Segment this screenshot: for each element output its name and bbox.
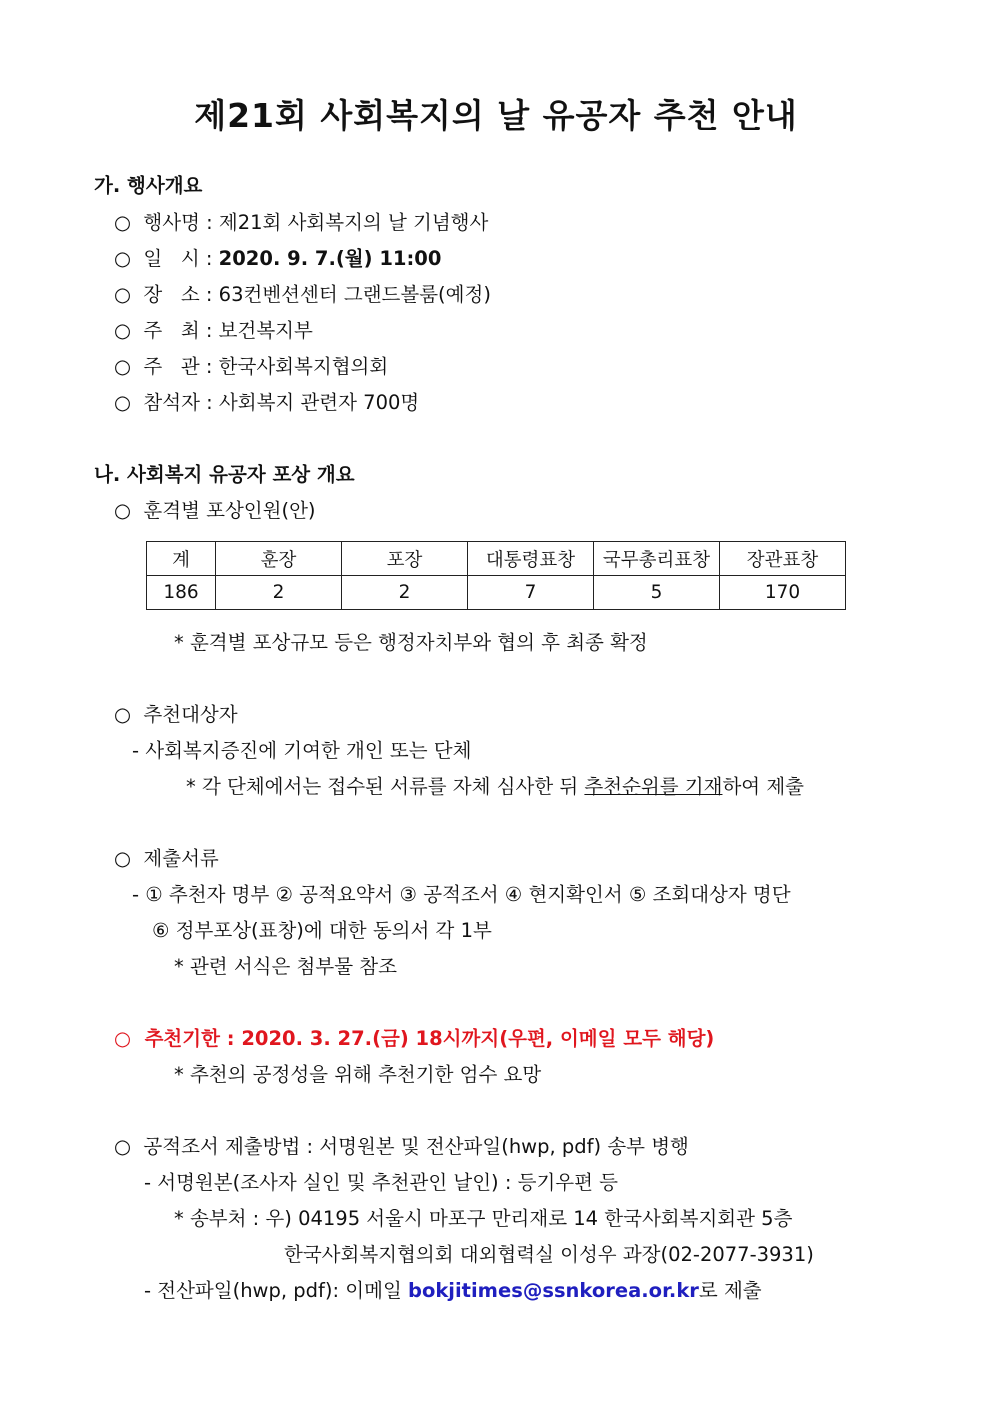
bullet: ○ bbox=[114, 391, 132, 414]
deadline-row bbox=[114, 1026, 714, 1052]
event-attendees-value: 사회복지 관련자 700명 bbox=[218, 391, 420, 414]
table-row bbox=[147, 576, 846, 610]
bullet: ○ bbox=[114, 703, 132, 726]
submission-original-line: - 서명원본(조사자 실인 및 추천관인 날인) : 등기우편 등 bbox=[144, 1171, 618, 1194]
documents-label: 제출서류 bbox=[143, 847, 219, 870]
section-b-heading: 나. 사회복지 유공자 포상 개요 bbox=[94, 463, 355, 486]
award-table bbox=[146, 541, 846, 610]
event-organizer-value: 한국사회복지협의회 bbox=[218, 355, 389, 378]
documents-list-line-2: ⑥ 정부포상(표창)에 대한 동의서 각 1부 bbox=[152, 919, 492, 942]
event-attendees-row bbox=[114, 390, 419, 416]
note-underlined-text: 추천순위를 기재 bbox=[584, 775, 723, 798]
table-header-cell: 계 bbox=[147, 542, 216, 576]
table-cell: 5 bbox=[594, 576, 720, 610]
documents-list-line-1: - ① 추천자 명부 ② 공적요약서 ③ 공적조서 ④ 현지확인서 ⑤ 조회대상자 명단 bbox=[132, 883, 791, 906]
submission-file-line bbox=[144, 1278, 762, 1304]
bullet: ○ bbox=[114, 499, 132, 522]
bullet: ○ bbox=[114, 1135, 132, 1158]
event-place-value: 63컨벤션센터 그랜드볼룸(예정) bbox=[218, 283, 491, 306]
submission-address-line: * 송부처 : 우) 04195 서울시 마포구 만리재로 14 한국사회복지회관 5층 bbox=[174, 1207, 793, 1230]
recommend-target-label: 추천대상자 bbox=[143, 703, 238, 726]
section-a-heading: 가. 행사개요 bbox=[94, 174, 203, 197]
submission-method-label: 공적조서 제출방법 : 서명원본 및 전산파일(hwp, pdf) 송부 병행 bbox=[143, 1135, 689, 1158]
email-link[interactable]: bokjitimes@ssnkorea.or.kr bbox=[407, 1279, 699, 1302]
table-note: * 훈격별 포상규모 등은 행정자치부와 협의 후 최종 확정 bbox=[174, 631, 648, 654]
table-cell: 2 bbox=[342, 576, 468, 610]
event-place-label: 장 소 : bbox=[143, 283, 219, 306]
event-date-label: 일 시 : bbox=[143, 247, 219, 270]
event-name-row bbox=[114, 210, 488, 236]
event-name-value: 제21회 사회복지의 날 기념행사 bbox=[218, 211, 489, 234]
bullet: ○ bbox=[114, 1027, 132, 1050]
table-cell: 7 bbox=[468, 576, 594, 610]
event-host-label: 주 최 : bbox=[143, 319, 219, 342]
event-name-label: 행사명 : bbox=[143, 211, 219, 234]
deadline-text: 추천기한 : 2020. 3. 27.(금) 18시까지(우편, 이메일 모두 해당) bbox=[144, 1027, 715, 1050]
file-line-text: 로 제출 bbox=[698, 1279, 762, 1302]
bullet: ○ bbox=[114, 283, 132, 306]
bullet: ○ bbox=[114, 847, 132, 870]
table-cell: 186 bbox=[147, 576, 216, 610]
event-date-value: 2020. 9. 7.(월) 11:00 bbox=[218, 247, 442, 270]
file-line-text: - 전산파일(hwp, pdf): 이메일 bbox=[144, 1279, 408, 1302]
event-host-value: 보건복지부 bbox=[218, 319, 313, 342]
table-header-cell: 훈장 bbox=[216, 542, 342, 576]
table-header-cell: 장관표창 bbox=[720, 542, 846, 576]
event-attendees-label: 참석자 : bbox=[143, 391, 219, 414]
page-title: 제21회 사회복지의 날 유공자 추천 안내 bbox=[194, 96, 798, 135]
table-header-cell: 국무총리표창 bbox=[594, 542, 720, 576]
documents-subheading bbox=[114, 846, 219, 872]
table-header-cell: 대통령표창 bbox=[468, 542, 594, 576]
event-organizer-label: 주 관 : bbox=[143, 355, 219, 378]
note-text: * 각 단체에서는 접수된 서류를 자체 심사한 뒤 bbox=[186, 775, 585, 798]
recommend-target-note bbox=[186, 774, 804, 800]
bullet: ○ bbox=[114, 355, 132, 378]
note-text: 하여 제출 bbox=[722, 775, 805, 798]
recommend-target-detail: - 사회복지증진에 기여한 개인 또는 단체 bbox=[132, 739, 472, 762]
documents-note: * 관련 서식은 첨부물 참조 bbox=[174, 955, 397, 978]
recommend-target-subheading bbox=[114, 702, 238, 728]
table-cell: 170 bbox=[720, 576, 846, 610]
event-place-row bbox=[114, 282, 491, 308]
table-header-row bbox=[147, 542, 846, 576]
event-organizer-row bbox=[114, 354, 388, 380]
table-cell: 2 bbox=[216, 576, 342, 610]
award-count-subheading bbox=[114, 498, 316, 524]
bullet: ○ bbox=[114, 319, 132, 342]
table-header-cell: 포장 bbox=[342, 542, 468, 576]
submission-method-subheading bbox=[114, 1134, 689, 1160]
event-date-row bbox=[114, 246, 441, 272]
award-count-label: 훈격별 포상인원(안) bbox=[143, 499, 316, 522]
bullet: ○ bbox=[114, 247, 132, 270]
event-host-row bbox=[114, 318, 313, 344]
bullet: ○ bbox=[114, 211, 132, 234]
deadline-note: * 추천의 공정성을 위해 추천기한 엄수 요망 bbox=[174, 1063, 542, 1086]
submission-contact-line: 한국사회복지협의회 대외협력실 이성우 과장(02-2077-3931) bbox=[284, 1243, 814, 1266]
